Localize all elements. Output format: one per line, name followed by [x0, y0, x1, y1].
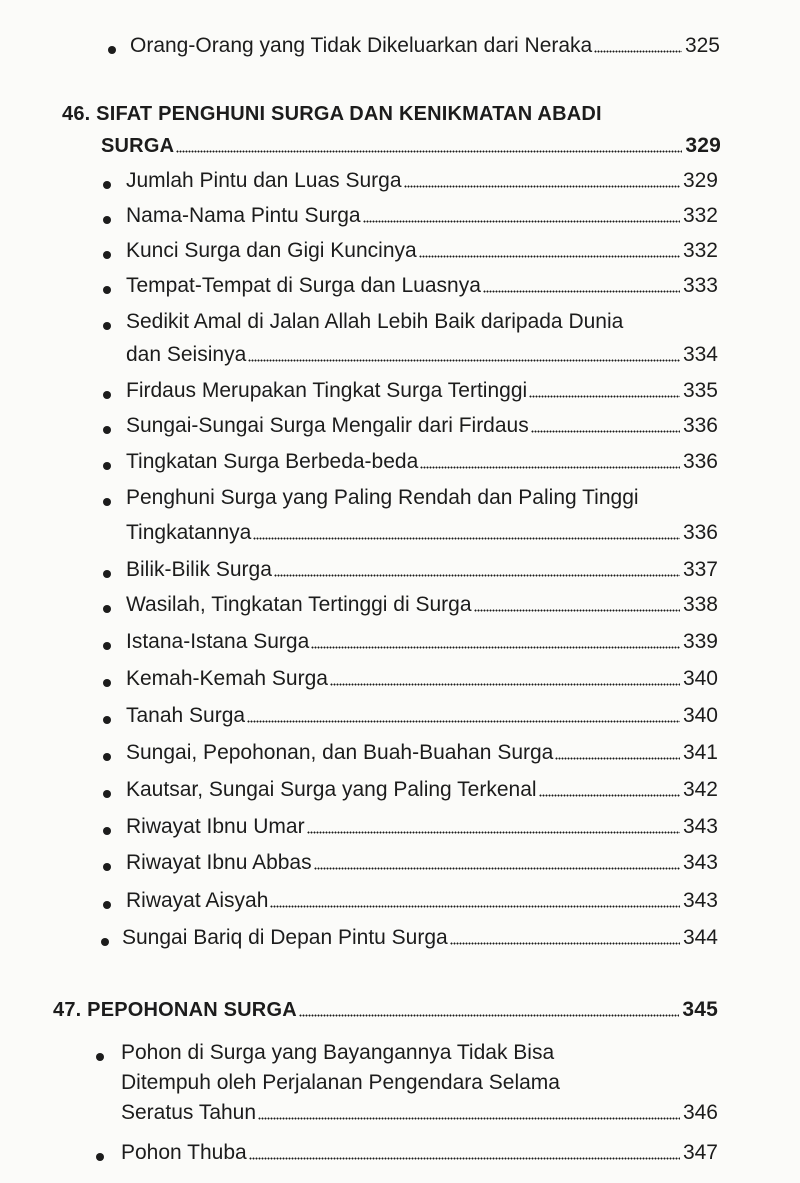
chapter-46-title-line2[interactable] — [101, 133, 721, 159]
toc-entry-page: 337 — [682, 558, 718, 581]
bullet-icon — [103, 181, 111, 189]
toc-entry-page: 339 — [682, 630, 718, 653]
leader-dots — [274, 574, 680, 577]
bullet-icon — [103, 679, 111, 687]
toc-entry-page: 342 — [682, 778, 718, 801]
leader-dots — [420, 466, 680, 469]
toc-entry-page: 343 — [682, 889, 718, 912]
toc-entry[interactable] — [0, 850, 800, 884]
leader-dots — [314, 867, 680, 870]
bullet-icon — [103, 216, 111, 224]
bullet-icon — [103, 322, 111, 330]
bullet-icon — [103, 251, 111, 259]
toc-entry[interactable] — [0, 629, 800, 663]
toc-entry[interactable] — [0, 557, 800, 591]
toc-entry-label-cont: Ditempuh oleh Perjalanan Pengendara Selama — [121, 1071, 560, 1094]
toc-entry[interactable] — [0, 1140, 800, 1174]
bullet-icon — [103, 753, 111, 761]
toc-entry[interactable] — [0, 925, 800, 959]
toc-entry-page: 332 — [682, 204, 718, 227]
toc-entry-label: Tempat-Tempat di Surga dan Luasnya — [126, 274, 481, 297]
toc-entry[interactable] — [0, 485, 800, 547]
toc-entry-page: 333 — [682, 274, 718, 297]
toc-entry-page: 340 — [682, 704, 718, 727]
toc-entry-page: 332 — [682, 239, 718, 262]
toc-entry[interactable] — [0, 777, 800, 811]
toc-entry[interactable] — [0, 1040, 800, 1140]
toc-entry-label: Kunci Surga dan Gigi Kuncinya — [126, 239, 417, 262]
leader-dots — [555, 757, 680, 760]
leader-dots — [307, 831, 680, 834]
leader-dots — [594, 50, 682, 53]
bullet-icon — [103, 716, 111, 724]
toc-entry[interactable] — [0, 740, 800, 774]
bullet-icon — [103, 790, 111, 798]
bullet-icon — [103, 901, 111, 909]
toc-entry-label: Sungai-Sungai Surga Mengalir dari Firdaus — [126, 414, 529, 437]
toc-entry-page: 334 — [682, 343, 718, 366]
toc-entry-label: Jumlah Pintu dan Luas Surga — [126, 169, 402, 192]
toc-entry[interactable] — [0, 33, 800, 67]
bullet-icon — [103, 863, 111, 871]
toc-entry[interactable] — [0, 413, 800, 447]
toc-entry-label: Orang-Orang yang Tidak Dikeluarkan dari Neraka — [130, 34, 593, 57]
leader-dots — [531, 430, 680, 433]
toc-entry-label: Riwayat Ibnu Abbas — [126, 851, 312, 874]
bullet-icon — [103, 642, 111, 650]
bullet-icon — [103, 827, 111, 835]
toc-entry-page: 343 — [682, 815, 718, 838]
toc-entry[interactable] — [0, 378, 800, 412]
bullet-icon — [103, 605, 111, 613]
toc-entry-page: 346 — [682, 1101, 718, 1124]
toc-entry-label: Tingkatan Surga Berbeda-beda — [126, 450, 419, 473]
toc-entry-label: Sungai Bariq di Depan Pintu Surga — [122, 926, 448, 949]
toc-entry-page: 336 — [682, 450, 718, 473]
bullet-icon — [103, 462, 111, 470]
toc-entry-label: Pohon Thuba — [121, 1141, 247, 1164]
bullet-icon — [103, 498, 111, 506]
leader-dots — [247, 720, 680, 723]
toc-entry-page: 335 — [682, 379, 718, 402]
toc-entry-page: 329 — [682, 169, 718, 192]
toc-entry-label-cont: dan Seisinya — [126, 343, 247, 366]
bullet-icon — [101, 938, 109, 946]
leader-dots — [419, 255, 680, 258]
chapter-47-page: 345 — [682, 998, 718, 1021]
toc-entry[interactable] — [0, 203, 800, 237]
leader-dots — [253, 537, 680, 540]
chapter-46-title-cont: SURGA — [101, 135, 175, 157]
leader-dots — [299, 1014, 680, 1017]
toc-entry[interactable] — [0, 814, 800, 848]
toc-entry[interactable] — [0, 592, 800, 626]
leader-dots — [363, 220, 680, 223]
toc-entry-label: Kemah-Kemah Surga — [126, 667, 328, 690]
toc-entry-page: 336 — [682, 521, 718, 544]
toc-entry-page: 340 — [682, 667, 718, 690]
leader-dots — [404, 185, 680, 188]
toc-entry-label: Pohon di Surga yang Bayangannya Tidak Bisa — [121, 1041, 555, 1064]
bullet-icon — [96, 1153, 104, 1161]
toc-entry-label: Kautsar, Sungai Surga yang Paling Terkenal — [126, 778, 537, 801]
chapter-46-page: 329 — [685, 134, 721, 157]
leader-dots — [249, 1157, 680, 1160]
toc-entry[interactable] — [0, 666, 800, 700]
leader-dots — [311, 646, 680, 649]
toc-entry-page: 338 — [682, 593, 718, 616]
toc-entry-label: Sedikit Amal di Jalan Allah Lebih Baik daripada Dunia — [126, 310, 624, 333]
toc-entry[interactable] — [0, 309, 800, 371]
bullet-icon — [108, 46, 116, 54]
leader-dots — [539, 794, 680, 797]
toc-entry[interactable] — [0, 703, 800, 737]
bullet-icon — [103, 391, 111, 399]
toc-entry-label: Nama-Nama Pintu Surga — [126, 204, 361, 227]
toc-entry[interactable] — [0, 168, 800, 202]
toc-entry-label: Wasilah, Tingkatan Tertinggi di Surga — [126, 593, 472, 616]
leader-dots — [450, 942, 680, 945]
chapter-46-title[interactable]: 46. SIFAT PENGHUNI SURGA DAN KENIKMATAN ABADI — [62, 103, 602, 125]
leader-dots — [474, 609, 680, 612]
toc-entry[interactable] — [0, 238, 800, 272]
toc-entry-label: Penghuni Surga yang Paling Rendah dan Paling Tinggi — [126, 486, 639, 509]
leader-dots — [330, 683, 680, 686]
leader-dots — [176, 150, 682, 153]
bullet-icon — [96, 1053, 104, 1061]
toc-entry-page: 341 — [682, 741, 718, 764]
toc-entry-label-cont: Tingkatannya — [126, 521, 252, 544]
toc-entry-page: 325 — [684, 34, 720, 57]
toc-entry-label: Riwayat Ibnu Umar — [126, 815, 305, 838]
bullet-icon — [103, 426, 111, 434]
leader-dots — [270, 905, 680, 908]
chapter-47-title-line[interactable] — [53, 997, 718, 1023]
toc-entry-label: Sungai, Pepohonan, dan Buah-Buahan Surga — [126, 741, 554, 764]
toc-entry-label-cont: Seratus Tahun — [121, 1101, 257, 1124]
toc-entry-page: 343 — [682, 851, 718, 874]
leader-dots — [529, 395, 680, 398]
bullet-icon — [103, 570, 111, 578]
toc-entry-page: 336 — [682, 414, 718, 437]
chapter-47-title: 47. PEPOHONAN SURGA — [53, 999, 297, 1021]
toc-entry-label: Firdaus Merupakan Tingkat Surga Tertinggi — [126, 379, 528, 402]
toc-entry-page: 344 — [682, 926, 718, 949]
leader-dots — [248, 359, 680, 362]
bullet-icon — [103, 286, 111, 294]
toc-entry-label: Tanah Surga — [126, 704, 246, 727]
toc-entry-page: 347 — [682, 1141, 718, 1164]
leader-dots — [258, 1117, 680, 1120]
leader-dots — [483, 290, 680, 293]
toc-entry-label: Istana-Istana Surga — [126, 630, 310, 653]
toc-entry[interactable] — [0, 449, 800, 483]
toc-entry[interactable] — [0, 888, 800, 922]
toc-entry[interactable] — [0, 273, 800, 307]
toc-entry-label: Bilik-Bilik Surga — [126, 558, 272, 581]
toc-entry-label: Riwayat Aisyah — [126, 889, 269, 912]
